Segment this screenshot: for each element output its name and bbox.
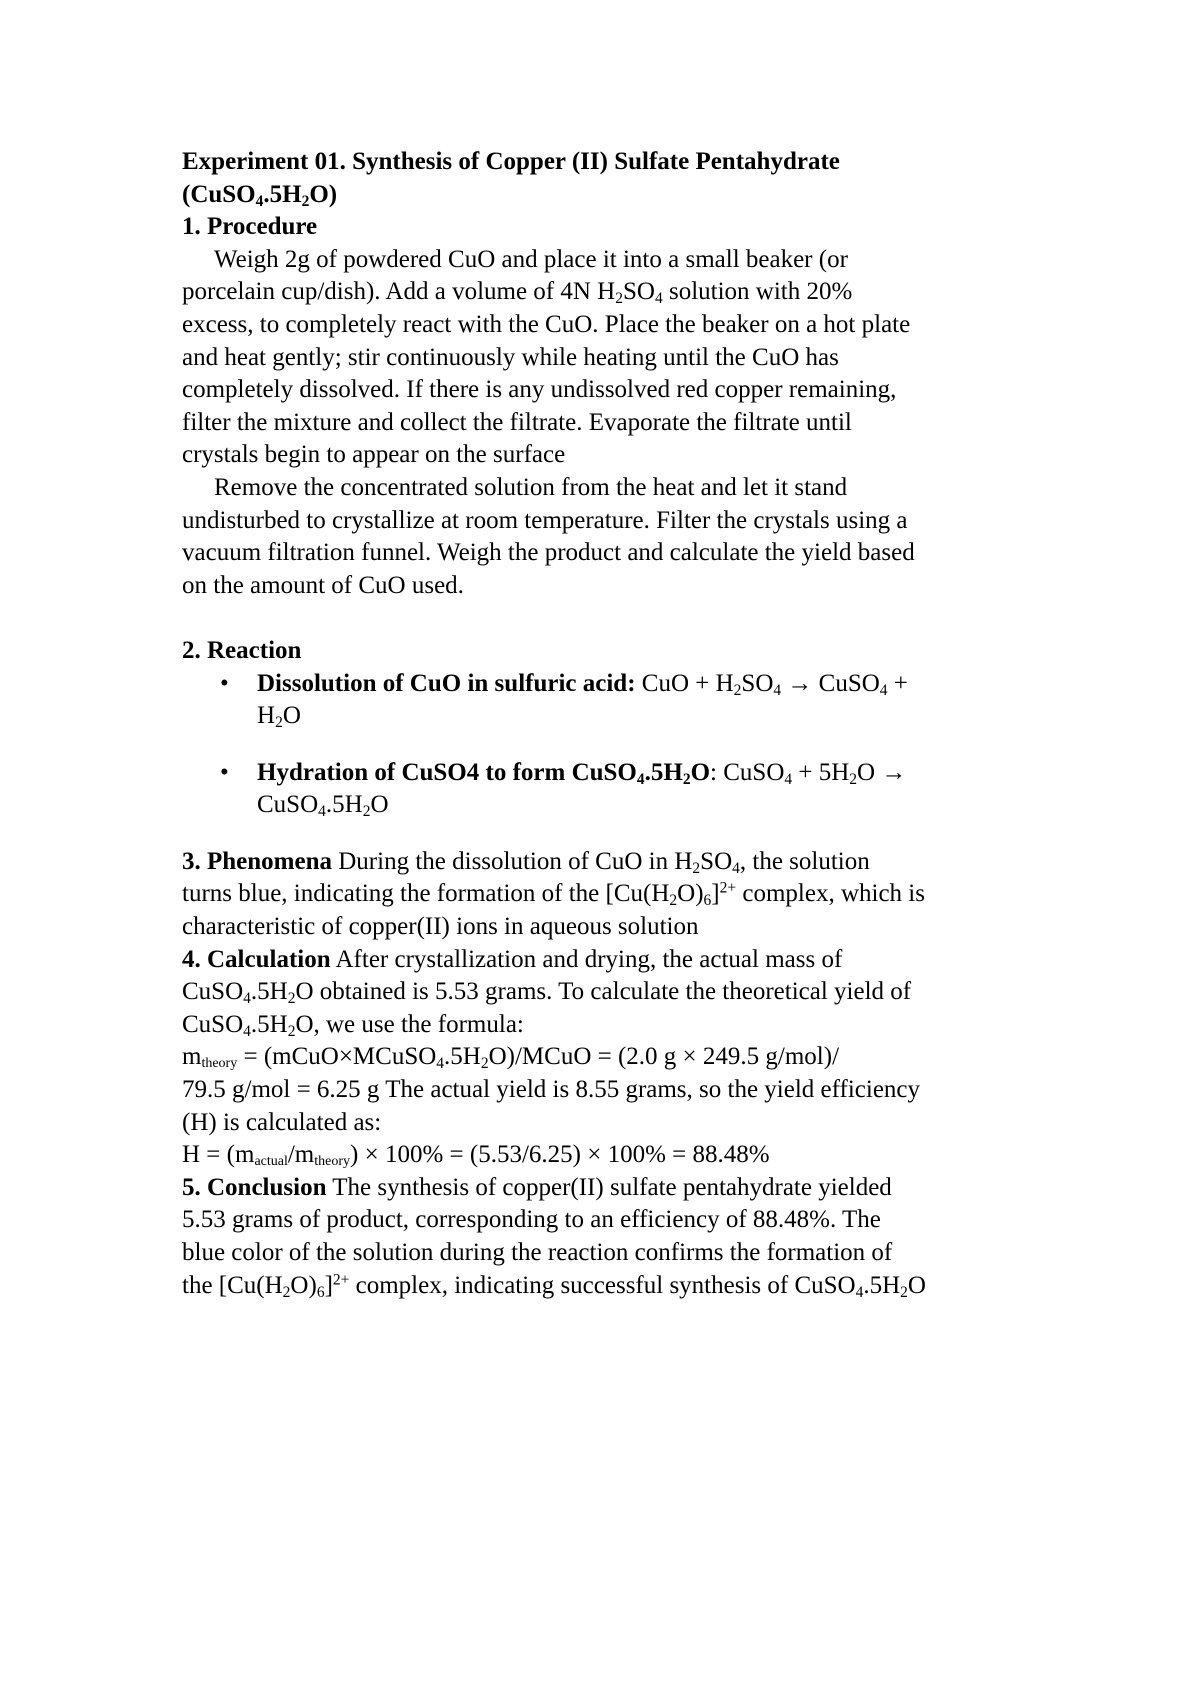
procedure-heading: 1. Procedure <box>182 213 318 241</box>
procedure-line: Remove the concentrated solution from the heat and let it stand <box>214 473 848 501</box>
reaction-bullet-1 <box>182 668 1042 701</box>
procedure-line: vacuum filtration funnel. Weigh the product and calculate the yield based <box>182 539 915 567</box>
calculation-line: $CuSO_4.5H_2O$, we use the formula: <box>182 1010 524 1040</box>
conclusion-line: 5.53 grams of product, corresponding to an efficiency of 88.48%. The <box>182 1206 881 1234</box>
phenomena-line: 3. Phenomena During the dissolution of CuO in $H_2SO_4$, the solution <box>182 847 870 877</box>
procedure-line: crystals begin to appear on the surface <box>182 441 566 469</box>
bullet-icon: • <box>220 758 229 786</box>
reaction-2-label: Hydration of CuSO4 to form $CuSO_4.5H_2O$ <box>257 758 711 788</box>
procedure-line: Weigh 2g of powdered CuO and place it into a small beaker (or <box>214 245 848 273</box>
procedure-line: completely dissolved. If there is any undissolved red copper remaining, <box>182 376 897 404</box>
title-line-2: $(CuSO_4.5H_2O)$ <box>182 180 338 210</box>
calculation-line: $CuSO_4.5H_2O$ obtained is 5.53 grams. To calculate the theoretical yield of <box>182 978 912 1008</box>
reaction-heading: 2. Reaction <box>182 636 302 664</box>
conclusion-line: the $[Cu(H_2O)_6]^{2+}$ complex, indicating successful synthesis of $CuSO_4.5H_2O$ <box>182 1271 926 1301</box>
formula-efficiency: H = (mactual/mtheory) × 100% = (5.53/6.25) × 100% = 88.48% <box>182 1141 770 1170</box>
document-page <box>182 146 1042 1302</box>
document-title <box>182 146 1042 211</box>
bullet-icon: • <box>220 669 229 697</box>
procedure-line: filter the mixture and collect the filtrate. Evaporate the filtrate until <box>182 408 852 436</box>
procedure-line: undisturbed to crystallize at room temperature. Filter the crystals using a <box>182 506 908 534</box>
conclusion-line: 5. Conclusion The synthesis of copper(II) sulfate pentahydrate yielded <box>182 1173 892 1201</box>
title-line-1: Experiment 01. Synthesis of Copper (II) Sulfate Pentahydrate <box>182 148 840 175</box>
calculation-line: 4. Calculation After crystallization and drying, the actual mass of <box>182 945 843 973</box>
reaction-bullet-2: • Hydration of CuSO4 to form $CuSO_4.5H_2O$: CuSO$_4$ + $5H_2O$ → <box>220 758 907 788</box>
phenomena-section <box>182 846 1042 944</box>
calculation-section <box>182 944 1042 1172</box>
reaction-section <box>182 635 1042 822</box>
formula-theory: mtheory = $(mCuO\times MCuSO_4.5H_2O)$/MCuO = (2.0 g × 249.5 g/mol)/ <box>182 1043 840 1073</box>
procedure-line: and heat gently; stir continuously while heating until the CuO has <box>182 343 839 371</box>
reaction-2-continuation: $CuSO_4.5H_2O$ <box>257 791 389 821</box>
procedure-section <box>182 211 1042 602</box>
reaction-1-equation: CuO + $H_2SO_4$ → CuSO$_4$ + <box>641 669 908 699</box>
conclusion-section <box>182 1172 1042 1302</box>
calculation-line: 79.5 g/mol = 6.25 g The actual yield is 8.55 grams, so the yield efficiency <box>182 1076 921 1104</box>
conclusion-line: blue color of the solution during the reaction confirms the formation of <box>182 1239 893 1266</box>
phenomena-line: turns blue, indicating the formation of the $[Cu(H_2O)_6]^{2+}$ complex, which is <box>182 879 925 910</box>
procedure-line: on the amount of CuO used. <box>182 571 464 599</box>
phenomena-line: characteristic of copper(II) ions in aqueous solution <box>182 913 699 941</box>
spacer <box>182 822 1042 846</box>
spacer <box>182 602 1042 635</box>
spacer <box>182 733 1042 757</box>
procedure-line: excess, to completely react with the CuO. Place the beaker on a hot plate <box>182 310 911 338</box>
reaction-1-continuation: $H_2O$ <box>257 702 301 731</box>
calculation-line: (H) is calculated as: <box>182 1108 382 1136</box>
reaction-2-equation: CuSO$_4$ + $5H_2O$ → <box>723 758 907 788</box>
reaction-1-label: Dissolution of CuO in sulfuric acid: <box>257 669 636 697</box>
procedure-line: porcelain cup/dish). Add a volume of 4N $H_2SO_4$ solution with 20% <box>182 278 853 308</box>
